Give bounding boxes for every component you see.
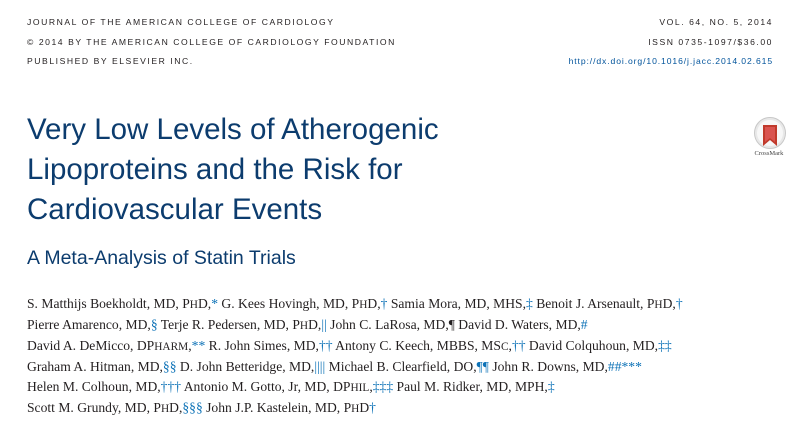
publisher-line: PUBLISHED BY ELSEVIER INC. [27, 56, 194, 66]
title-line: Lipoproteins and the Risk for [27, 153, 403, 186]
title-line: Very Low Levels of Atherogenic [27, 113, 439, 146]
author-line: Scott M. Grundy, MD, PHD,§§§ John J.P. Kastelein, MD, PHD† [27, 400, 376, 416]
journal-header [27, 13, 396, 72]
author-line: Pierre Amarenco, MD,§ Terje R. Pedersen, MD, PHD,|| John C. LaRosa, MD,¶ David D. Waters, MD,# [27, 317, 588, 333]
author-line: Graham A. Hitman, MD,§§ D. John Betteridge, MD,|||| Michael B. Clearfield, DO,¶¶ John R. Downs, MD,##*** [27, 359, 642, 375]
copyright-line: © 2014 BY THE AMERICAN COLLEGE OF CARDIOLOGY FOUNDATION [27, 36, 396, 47]
doi-link[interactable]: http://dx.doi.org/10.1016/j.jacc.2014.02.615 [568, 56, 773, 66]
issue-info [569, 13, 773, 72]
journal-name: JOURNAL OF THE AMERICAN COLLEGE OF CARDIOLOGY [27, 17, 335, 27]
author-list [27, 294, 787, 420]
volume-line: VOL. 64, NO. 5, 2014 [659, 17, 773, 27]
issn-line: ISSN 0735-1097/$36.00 [648, 36, 773, 47]
author-line: David A. DeMicco, DPHARM,** R. John Simes, MD,†† Antony C. Keech, MBBS, MSC,†† David Colquhoun, MD,‡‡ [27, 338, 672, 354]
author-line: Helen M. Colhoun, MD,††† Antonio M. Gotto, Jr, MD, DPHIL,‡‡‡ Paul M. Ridker, MD, MPH,‡ [27, 379, 555, 395]
author-line: S. Matthijs Boekholdt, MD, PHD,* G. Kees Hovingh, MD, PHD,† Samia Mora, MD, MHS,‡ Benoit J. Arsenault, PHD,† [27, 296, 683, 311]
title-line: Cardiovascular Events [27, 193, 323, 226]
article-subtitle: A Meta-Analysis of Statin Trials [27, 247, 296, 269]
article-title [27, 110, 667, 230]
crossmark-label[interactable]: CrossMark [754, 150, 784, 157]
